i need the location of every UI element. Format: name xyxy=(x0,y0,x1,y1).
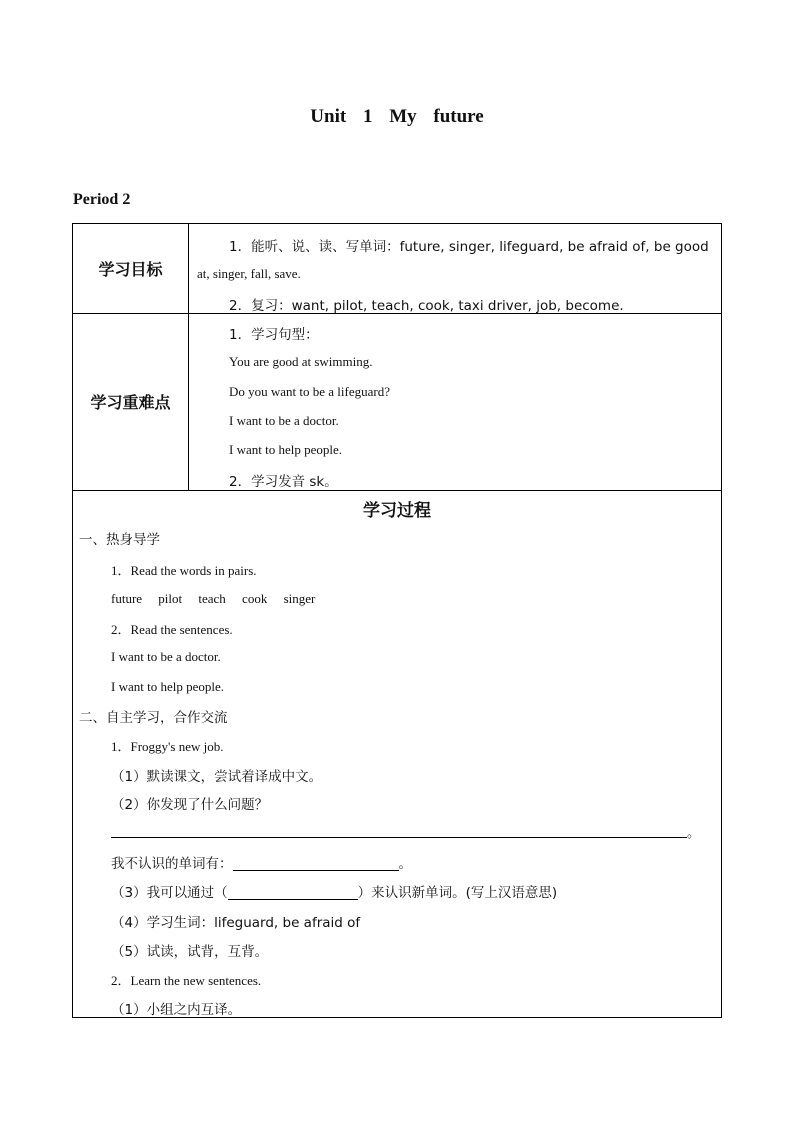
process-item: 1．Froggy's new job. xyxy=(111,739,224,754)
lesson-table xyxy=(72,223,722,1018)
page-title: Unit 1 My future xyxy=(310,106,484,127)
step-3-blank[interactable] xyxy=(228,885,358,900)
process-step: （2）你发现了什么问题？ xyxy=(111,797,269,813)
key-points-line: I want to help people. xyxy=(229,442,342,457)
process-step: （1）默读课文，尝试着译成中文。 xyxy=(111,769,323,785)
process-title: 学习过程 xyxy=(363,501,431,521)
objectives-label: 学习目标 xyxy=(73,224,189,313)
process-item: 1．Read the words in pairs. xyxy=(111,563,257,578)
key-points-line: 2．学习发音 sk。 xyxy=(229,474,338,490)
word-list: future pilot teach cook singer xyxy=(111,591,316,606)
sentence: I want to be a doctor. xyxy=(111,649,221,664)
process-step: （5）试读，试背，互背。 xyxy=(111,944,269,960)
unknown-words-label: 我不认识的单词有： xyxy=(111,856,233,872)
unknown-words-blank[interactable] xyxy=(233,856,399,871)
unknown-words-line xyxy=(111,852,412,872)
period-heading: Period 2 xyxy=(73,191,131,208)
section-heading: 一、热身导学 xyxy=(79,532,160,548)
key-points-line: You are good at swimming. xyxy=(229,354,373,369)
section-heading: 二、自主学习，合作交流 xyxy=(79,710,228,726)
objectives-row xyxy=(73,224,721,314)
objectives-line-3: 2．复习：want, pilot, teach, cook, taxi driver, job, become. xyxy=(229,298,624,314)
process-step: （4）学习生词：lifeguard, be afraid of xyxy=(111,915,361,931)
key-points-cell xyxy=(189,313,721,490)
key-points-row xyxy=(73,313,721,491)
objectives-line-2: at, singer, fall, save. xyxy=(197,266,301,281)
process-item: 2．Read the sentences. xyxy=(111,622,233,637)
sentence: I want to help people. xyxy=(111,679,224,694)
unknown-words-period: 。 xyxy=(398,856,412,872)
answer-blank-period: 。 xyxy=(687,826,701,841)
process-step: （1）小组之内互译。 xyxy=(111,1002,242,1018)
key-points-line: Do you want to be a lifeguard? xyxy=(229,384,391,399)
answer-blank-line[interactable] xyxy=(111,837,687,838)
key-points-line: I want to be a doctor. xyxy=(229,413,339,428)
process-item: 2．Learn the new sentences. xyxy=(111,973,262,988)
key-points-line: 1．学习句型： xyxy=(229,327,319,343)
step-3-prefix: （3）我可以通过（ xyxy=(111,885,228,901)
objectives-cell xyxy=(189,224,721,313)
objectives-line-1: 1．能听、说、读、写单词：future, singer, lifeguard, be afraid of, be good xyxy=(229,239,709,255)
step-3-suffix: ）来认识新单词。(写上汉语意思) xyxy=(357,885,558,901)
process-step-3 xyxy=(111,881,557,901)
key-points-label: 学习重难点 xyxy=(73,313,189,490)
